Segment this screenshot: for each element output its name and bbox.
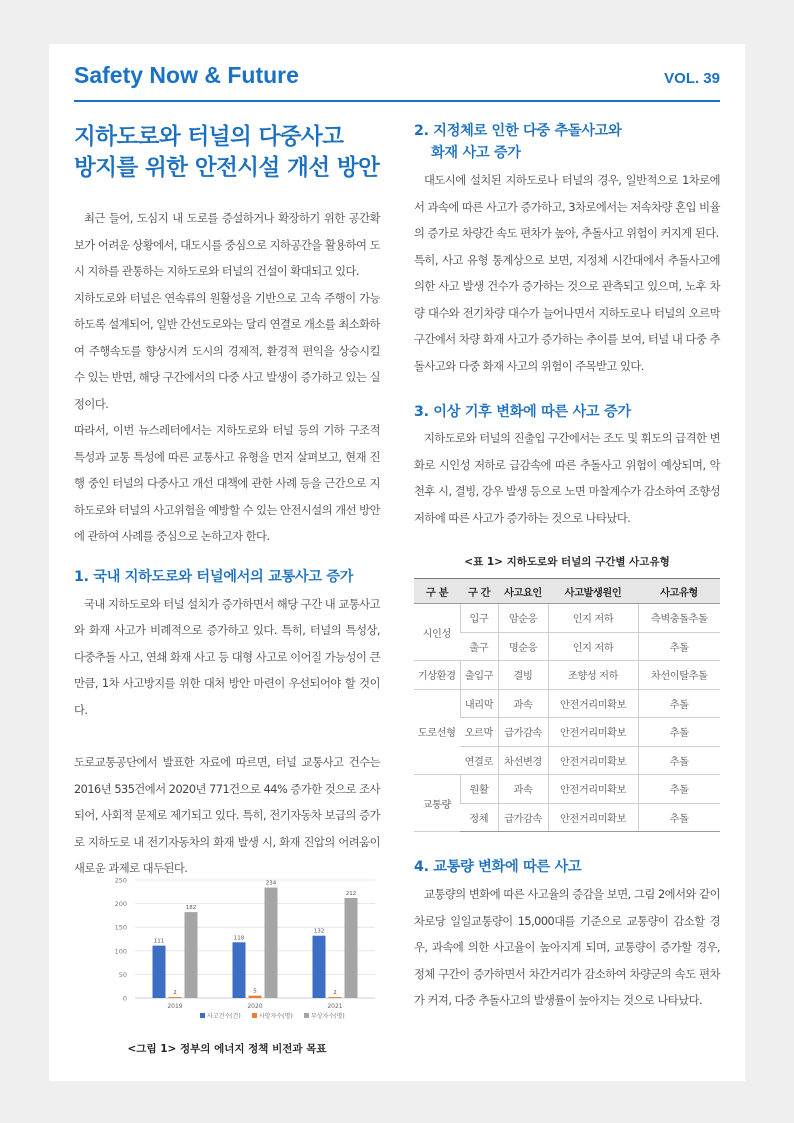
accident-statistics-chart bbox=[105, 872, 381, 1024]
table-group-cell: 교통량 bbox=[414, 775, 460, 832]
table-cell: 연결로 bbox=[460, 746, 498, 775]
table-cell: 정체 bbox=[460, 803, 498, 832]
table-cell: 입구 bbox=[460, 604, 498, 633]
chart-bar bbox=[185, 912, 198, 998]
volume-number: VOL. 39 bbox=[664, 70, 720, 87]
chart-data-label: 234 bbox=[265, 880, 277, 887]
table-header-cell: 사고발생원인 bbox=[548, 579, 638, 604]
chart-data-label: 5 bbox=[253, 988, 257, 995]
chart-y-tick-label: 200 bbox=[114, 900, 127, 909]
table-header-row bbox=[414, 579, 720, 604]
chart-legend-label: 사망자수(명) bbox=[259, 1013, 293, 1020]
chart-legend-swatch bbox=[304, 1013, 309, 1018]
table-cell: 추돌 bbox=[638, 632, 720, 661]
chart-bar bbox=[329, 997, 342, 998]
table-header-cell: 사고요인 bbox=[498, 579, 548, 604]
intro-paragraph: 최근 들어, 도심지 내 도로를 증설하거나 확장하기 위한 공간확보가 어려운 상황에서, 대도시를 중심으로 지하공간을 활용하여 도시 지하를 관통하는 지하도로와 터널의 건설이 확대되고 있다. bbox=[74, 212, 380, 278]
chart-data-label: 2 bbox=[333, 990, 337, 997]
table-cell: 안전거리미확보 bbox=[548, 746, 638, 775]
section-2-paragraph: 특히, 사고 유형 통계상으로 보면, 지정체 시간대에서 추돌사고에 의한 사고 발생 건수가 증가하는 것으로 관측되고 있으며, 노후 차량 대수와 전기차량 대수가 늘어나면서 지하도로나 터널의 오르막 구간에서 차량 화재 사고가 증가하는 추이를 보여, 터널 내 다중 추돌사고와 다중 화재 사고의 위험이 주목받고 있다. bbox=[414, 253, 720, 373]
table-row bbox=[414, 718, 720, 747]
table-cell: 추돌 bbox=[638, 803, 720, 832]
chart-data-label: 118 bbox=[233, 935, 245, 942]
table-header-cell: 사고유형 bbox=[638, 579, 720, 604]
table-row bbox=[414, 746, 720, 775]
section-1-paragraph: 도로교통공단에서 발표한 자료에 따르면, 터널 교통사고 건수는 2016년 535건에서 2020년 771건으로 44% 증가한 것으로 조사되어, 사회적 문제로 제기되고 있다. 특히, 전기자동차 보급의 증가로 지하도로 내 전기자동차의 화재 발생 시, 화재 진압의 어려움이 새로운 과제로 대두된다. bbox=[74, 756, 380, 875]
intro-paragraph: 지하도로와 터널은 연속류의 원활성을 기반으로 고속 주행이 가능하도록 설계되어, 일반 간선도로와는 달리 연결로 개소를 최소화하여 주행속도를 향상시켜 도시의 경제적, 환경적 편익을 상승시킬 수 있는 반면, 해당 구간에서의 다중 사고 발생이 증가하고 있는 실정이다. bbox=[74, 291, 380, 411]
chart-bar bbox=[249, 996, 262, 998]
chart-bar bbox=[345, 898, 358, 998]
newsletter-header bbox=[74, 62, 720, 102]
chart-data-label: 2 bbox=[173, 990, 177, 997]
table-row bbox=[414, 632, 720, 661]
table-cell: 추돌 bbox=[638, 775, 720, 804]
article-title-line2: 방지를 위한 안전시설 개선 방안 bbox=[74, 155, 380, 181]
chart-legend-swatch bbox=[252, 1013, 257, 1018]
table-cell: 결빙 bbox=[498, 661, 548, 690]
table-row bbox=[414, 604, 720, 633]
left-column bbox=[74, 120, 380, 883]
intro-paragraph: 따라서, 이번 뉴스레터에서는 지하도로와 터널 등의 기하 구조적 특성과 교통 특성에 따른 교통사고 유형을 먼저 살펴보고, 현재 진행 중인 터널의 다중사고 개선 대책에 관한 사례 등을 근간으로 지하도로와 터널의 사고위험을 예방할 수 있는 안전시설의 개선 방안에 관하여 사례를 중심으로 논하고자 한다. bbox=[74, 424, 380, 543]
chart-bar bbox=[313, 936, 326, 998]
chart-y-tick-label: 150 bbox=[114, 923, 127, 932]
table-cell: 측벽충돌추돌 bbox=[638, 604, 720, 633]
chart-y-tick-label: 100 bbox=[114, 947, 127, 956]
section-2-heading-line2: 화재 사고 증가 bbox=[431, 145, 521, 161]
chart-x-tick-label: 2019 bbox=[167, 1003, 183, 1010]
chart-data-label: 182 bbox=[185, 905, 197, 912]
right-column bbox=[414, 120, 720, 1015]
table-cell: 추돌 bbox=[638, 746, 720, 775]
table-cell: 안전거리미확보 bbox=[548, 718, 638, 747]
figure-caption: <그림 1> 정부의 에너지 정책 비전과 목표 bbox=[127, 1043, 327, 1055]
accident-type-table bbox=[414, 578, 720, 832]
table-row bbox=[414, 803, 720, 832]
chart-y-tick-label: 50 bbox=[118, 970, 127, 979]
chart-bar bbox=[265, 888, 278, 998]
table-row bbox=[414, 661, 720, 690]
table-cell: 추돌 bbox=[638, 689, 720, 718]
section-1-heading: 1. 국내 지하도로와 터널에서의 교통사고 증가 bbox=[74, 568, 354, 585]
table-group-cell: 도로선형 bbox=[414, 689, 460, 775]
chart-data-label: 212 bbox=[345, 890, 357, 897]
table-cell: 내리막 bbox=[460, 689, 498, 718]
table-cell: 급가감속 bbox=[498, 803, 548, 832]
chart-legend-label: 부상자수(명) bbox=[311, 1013, 345, 1020]
table-cell: 추돌 bbox=[638, 718, 720, 747]
table-cell: 암순응 bbox=[498, 604, 548, 633]
table-row bbox=[414, 775, 720, 804]
table-row bbox=[414, 689, 720, 718]
table-cell: 조향성 저하 bbox=[548, 661, 638, 690]
chart-bar bbox=[233, 942, 246, 998]
table-group-cell: 시인성 bbox=[414, 604, 460, 661]
table-cell: 인지 저하 bbox=[548, 604, 638, 633]
newsletter-brand: Safety Now & Future bbox=[74, 62, 299, 88]
table-cell: 안전거리미확보 bbox=[548, 775, 638, 804]
chart-y-tick-label: 250 bbox=[114, 876, 127, 885]
section-3-heading: 3. 이상 기후 변화에 따른 사고 증가 bbox=[414, 404, 631, 420]
table-cell: 명순응 bbox=[498, 632, 548, 661]
table-group-cell: 기상환경 bbox=[414, 661, 460, 690]
chart-x-tick-label: 2021 bbox=[327, 1003, 343, 1010]
table-cell: 출입구 bbox=[460, 661, 498, 690]
section-2-heading bbox=[414, 120, 720, 164]
table-cell: 오르막 bbox=[460, 718, 498, 747]
section-4-paragraph: 교통량의 변화에 따른 사고율의 증감을 보면, 그림 2에서와 같이 차로당 일일교통량이 15,000대를 기준으로 교통량이 감소할 경우, 과속에 의한 사고율이 높아지게 되며, 교통량이 증가할 경우, 정체 구간이 증가하면서 차간거리가 감소하여 차량군의 속도 편차가 커져, 다중 추돌사고의 발생률이 높아지는 것으로 나타났다. bbox=[414, 888, 720, 1007]
table-cell: 과속 bbox=[498, 775, 548, 804]
table-cell: 안전거리미확보 bbox=[548, 689, 638, 718]
chart-legend-swatch bbox=[200, 1013, 205, 1018]
table-body bbox=[414, 604, 720, 832]
chart-bar bbox=[169, 997, 182, 998]
section-2-heading-line1: 2. 지정체로 인한 다중 추돌사고와 bbox=[414, 123, 622, 139]
section-1-paragraph: 국내 지하도로와 터널 설치가 증가하면서 해당 구간 내 교통사고와 화재 사고가 비례적으로 증가하고 있다. 특히, 터널의 특성상, 다중추돌 사고, 연쇄 화재 사고 등 대형 사고로 이어질 가능성이 큰 만큼, 1차 사고방지를 위한 대처 방안 마련이 우선되어야 할 것이다. bbox=[74, 597, 380, 717]
table-cell: 차선변경 bbox=[498, 746, 548, 775]
chart-bar bbox=[153, 946, 166, 998]
chart-legend-label: 사고건수(건) bbox=[207, 1013, 241, 1020]
table-header-cell: 구 간 bbox=[460, 579, 498, 604]
chart-data-label: 132 bbox=[313, 928, 325, 935]
table-cell: 인지 저하 bbox=[548, 632, 638, 661]
newsletter-page bbox=[49, 44, 745, 1081]
table-cell: 안전거리미확보 bbox=[548, 803, 638, 832]
table-header-cell: 구 분 bbox=[414, 579, 460, 604]
table-cell: 과속 bbox=[498, 689, 548, 718]
table-title: <표 1> 지하도로와 터널의 구간별 사고유형 bbox=[464, 556, 670, 568]
header-divider bbox=[74, 100, 720, 102]
table-cell: 원활 bbox=[460, 775, 498, 804]
section-4-heading: 4. 교통량 변화에 따른 사고 bbox=[414, 859, 582, 875]
section-2-paragraph: 대도시에 설치된 지하도로나 터널의 경우, 일반적으로 1차로에서 과속에 따른 사고가 증가하고, 3차로에서는 저속차량 혼입 비율의 증가로 차량간 속도 편차가 높아, 추돌사고 위험이 커지게 된다. bbox=[414, 174, 720, 240]
chart-y-tick-label: 0 bbox=[122, 994, 127, 1003]
table-cell: 급가감속 bbox=[498, 718, 548, 747]
chart-x-tick-label: 2020 bbox=[247, 1003, 263, 1010]
article-title-line1: 지하도로와 터널의 다중사고 bbox=[74, 124, 344, 150]
chart-data-label: 111 bbox=[153, 938, 165, 945]
table-cell: 출구 bbox=[460, 632, 498, 661]
table-cell: 차선이탈추돌 bbox=[638, 661, 720, 690]
article-title bbox=[74, 122, 380, 184]
section-3-paragraph: 지하도로와 터널의 진출입 구간에서는 조도 및 휘도의 급격한 변화로 시인성 저하로 급감속에 따른 추돌사고 위험이 예상되며, 악천후 시, 결빙, 강우 발생 등으로 노면 마찰계수가 감소하여 조향성 저하에 따른 사고가 증가하는 것으로 나타났다. bbox=[414, 432, 720, 525]
